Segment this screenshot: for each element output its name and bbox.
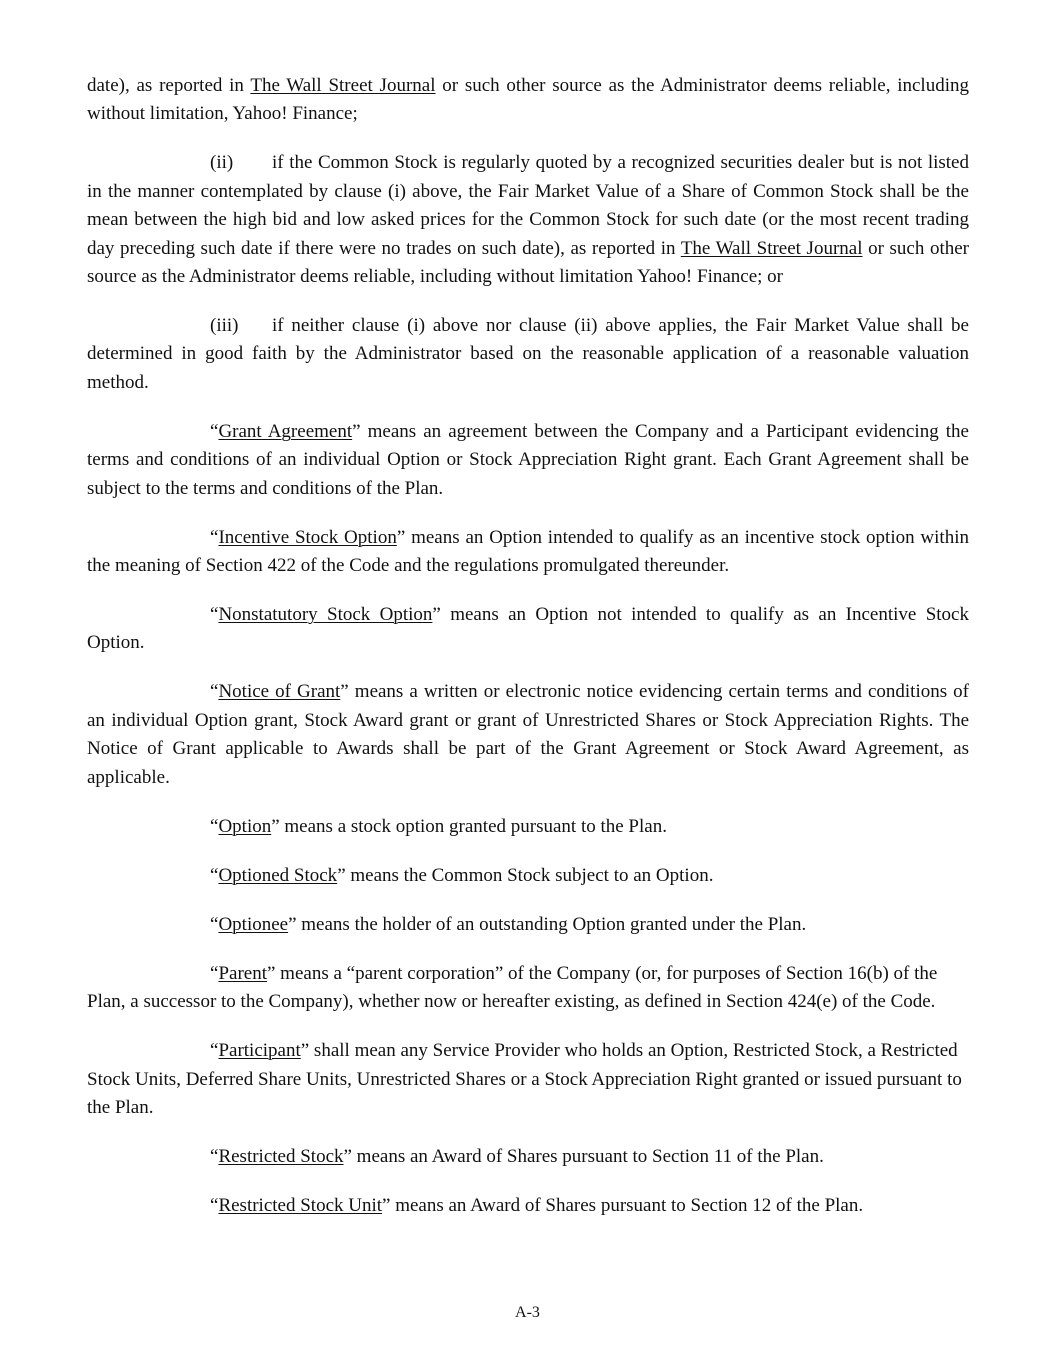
paragraph-text: “ <box>210 1194 219 1216</box>
document-page <box>87 72 969 1241</box>
defined-term: Optionee <box>218 913 289 935</box>
paragraph-fmv-clause-ii <box>87 149 969 291</box>
paragraph-text: ” means an Award of Shares pursuant to Section 12 of the Plan. <box>382 1194 864 1216</box>
paragraph-def-restricted-stock <box>87 1143 969 1171</box>
paragraph-text: if the Common Stock is regularly quoted by a recognized securities dealer but is not listed in the manner contemplated by clause (i) above, the Fair Market Value of a Share of Common Stock shall be the mean between the high bid and low asked prices for the Common Stock for such date (or the most recent trading day preceding such date if there were no trades on such date), as reported in <box>87 152 969 259</box>
paragraph-text: date), as reported in <box>87 75 251 96</box>
paragraph-fmv-continuation <box>87 72 969 129</box>
paragraph-text: “ <box>210 1040 219 1062</box>
paragraph-text: “ <box>210 604 219 626</box>
paragraph-text: ” means the Common Stock subject to an Option. <box>337 864 714 886</box>
paragraph-def-grant-agreement <box>87 418 969 503</box>
paragraph-text: “ <box>210 815 219 837</box>
paragraph-text: ” means an agreement between the Company and a Participant evidencing the terms and conditions of an individual Option or Stock Appreciation Right grant. Each Grant Agreement shall be subject to the terms and conditions of the Plan. <box>87 420 969 499</box>
defined-term: Grant Agreement <box>218 420 353 442</box>
paragraph-fmv-clause-iii <box>87 312 969 397</box>
paragraph-text: ” means an Option not intended to qualify as an Incentive Stock Option. <box>87 604 969 654</box>
paragraph-text: “ <box>210 913 219 935</box>
paragraph-def-notice-of-grant <box>87 678 969 792</box>
paragraph-def-optioned-stock <box>87 862 969 890</box>
defined-term: Incentive Stock Option <box>218 526 397 548</box>
paragraph-text: ” means a written or electronic notice evidencing certain terms and conditions of an individual Option grant, Stock Award grant or grant of Unrestricted Shares or Stock Appreciation Rights. The Notice of Grant applicable to Awards shall be part of the Grant Agreement or Stock Award Agreement, as applicable. <box>87 681 970 788</box>
paragraph-text: “ <box>210 681 219 703</box>
clause-number: (iii) <box>210 315 239 337</box>
paragraph-text: ” means an Option intended to qualify as an incentive stock option within the meaning of Section 422 of the Code and the regulations promulgated thereunder. <box>87 526 969 577</box>
defined-term: Optioned Stock <box>218 864 338 886</box>
paragraph-def-parent <box>87 960 969 1017</box>
paragraph-text: or such other source as the Administrator deems reliable, including without limitation, Yahoo! Finance; <box>87 75 969 125</box>
page-number: A-3 <box>515 1304 540 1321</box>
document-body <box>87 72 969 1220</box>
paragraph-text: “ <box>210 864 219 886</box>
defined-term: Restricted Stock Unit <box>218 1194 383 1216</box>
paragraph-text: “ <box>210 1145 219 1167</box>
paragraph-text: or such other source as the Administrator deems reliable, including without limitation Yahoo! Finance; or <box>87 237 970 288</box>
paragraph-def-participant <box>87 1037 969 1122</box>
defined-term: The Wall Street Journal <box>250 75 436 96</box>
defined-term: Option <box>218 815 272 837</box>
defined-term: Nonstatutory Stock Option <box>218 604 433 626</box>
paragraph-text: “ <box>210 420 219 442</box>
paragraph-def-restricted-stock-unit <box>87 1192 969 1220</box>
defined-term: Participant <box>218 1040 301 1062</box>
defined-term: Notice of Grant <box>218 681 341 703</box>
defined-term: Parent <box>218 962 267 984</box>
clause-number: (ii) <box>210 152 234 174</box>
defined-term: Restricted Stock <box>218 1145 344 1167</box>
paragraph-text: if neither clause (i) above nor clause (ii) above applies, the Fair Market Value shall be determined in good faith by the Administrator based on the reasonable application of a reasonable valuation method. <box>87 315 969 393</box>
paragraph-def-nonstatutory-stock-option <box>87 601 969 658</box>
paragraph-text: “ <box>210 526 219 548</box>
paragraph-text: “ <box>210 962 219 984</box>
paragraph-text: ” means a stock option granted pursuant to the Plan. <box>271 815 667 837</box>
paragraph-def-optionee <box>87 911 969 939</box>
paragraph-def-incentive-stock-option <box>87 524 969 581</box>
paragraph-text: ” means the holder of an outstanding Option granted under the Plan. <box>288 913 807 935</box>
defined-term: The Wall Street Journal <box>680 237 863 259</box>
paragraph-def-option <box>87 813 969 841</box>
paragraph-text: ” shall mean any Service Provider who holds an Option, Restricted Stock, a Restricted Stock Units, Deferred Share Units, Unrestricted Shares or a Stock Appreciation Right granted or issued pursuant to the Plan. <box>87 1040 962 1118</box>
paragraph-text: ” means a “parent corporation” of the Company (or, for purposes of Section 16(b) of the Plan, a successor to the Company), whether now or hereafter existing, as defined in Section 424(e) of the Code. <box>87 962 938 1013</box>
paragraph-text: ” means an Award of Shares pursuant to Section 11 of the Plan. <box>343 1145 824 1167</box>
